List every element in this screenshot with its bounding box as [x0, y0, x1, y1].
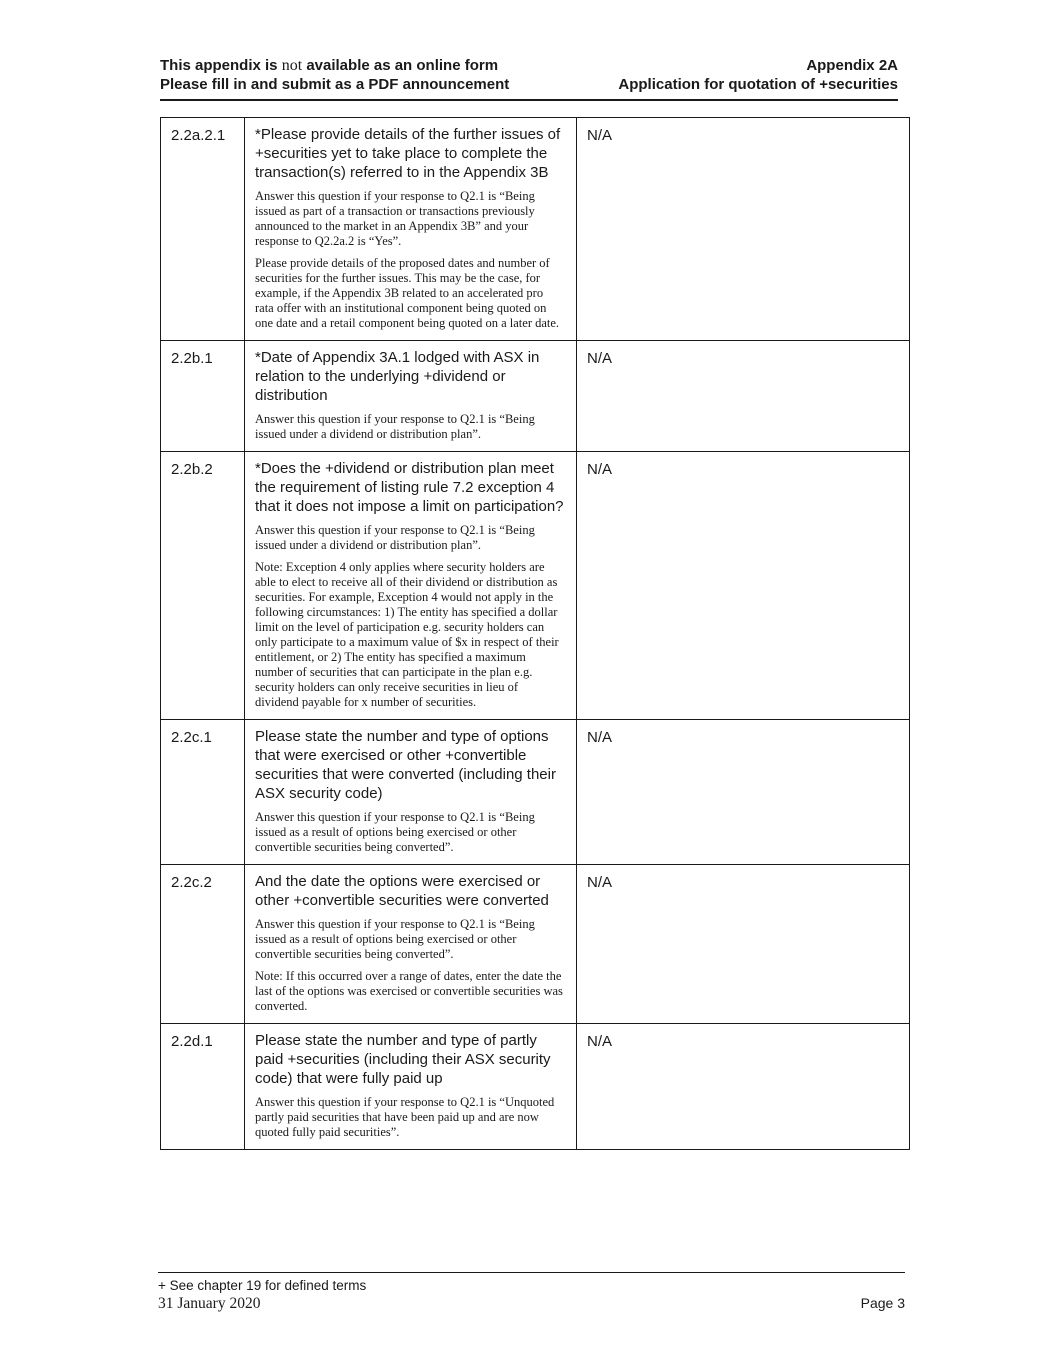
- table-row: [161, 720, 910, 865]
- question-text: *Does the +dividend or distribution plan meet the requirement of listing rule 7.2 exception 4 that it does not impose a limit on participation?: [255, 460, 564, 515]
- question-note: Answer this question if your response to Q2.1 is “Being issued as a result of options being exercised or other convertible securities being converted”.: [255, 810, 535, 854]
- question-note: Answer this question if your response to Q2.1 is “Being issued under a dividend or distribution plan”.: [255, 523, 535, 552]
- question-cell: [245, 118, 577, 341]
- answer-value: N/A: [587, 127, 613, 144]
- question-notes: [255, 1095, 564, 1140]
- question-note: Please provide details of the proposed dates and number of securities for the further issues. This may be the case, for example, if the Appendix 3B related to an accelerated pro rata offer with an institutional component being quoted on one date and a retail component being quoted on a later date.: [255, 256, 560, 330]
- question-cell: [245, 720, 577, 865]
- answer-cell: [577, 118, 910, 341]
- question-cell: [245, 341, 577, 452]
- appendix-title: Appendix 2A: [806, 57, 898, 74]
- question-id-cell: [161, 452, 245, 720]
- question-id-cell: [161, 720, 245, 865]
- question-notes: [255, 523, 564, 710]
- document-footer: [158, 1272, 905, 1314]
- answer-cell: [577, 341, 910, 452]
- defined-terms-note: + See chapter 19 for defined terms: [158, 1278, 367, 1293]
- header-pdf-note: Please fill in and submit as a PDF announcement: [160, 76, 510, 93]
- question-id: 2.2a.2.1: [171, 127, 226, 144]
- question-id: 2.2b.2: [171, 461, 213, 478]
- question-id-cell: [161, 341, 245, 452]
- question-note: Answer this question if your response to Q2.1 is “Being issued as part of a transaction or transactions previously announced to the market in an Appendix 3B” and your response to Q2.2a.2 is “Yes”.: [255, 189, 535, 248]
- question-text: Please state the number and type of options that were exercised or other +convertible securities that were converted (including their ASX security code): [255, 728, 556, 802]
- table-row: [161, 1024, 910, 1150]
- table-row: [161, 452, 910, 720]
- header-note-not: not: [281, 57, 303, 74]
- page-number: Page 3: [860, 1295, 905, 1311]
- question-text: *Date of Appendix 3A.1 lodged with ASX in relation to the underlying +dividend or distribution: [255, 349, 540, 404]
- answer-value: N/A: [587, 874, 613, 891]
- answer-cell: [577, 720, 910, 865]
- question-note: Note: Exception 4 only applies where security holders are able to elect to receive all of their dividend or distribution as securities. For example, Exception 4 would not apply in the following circumstances: 1) The entity has specified a dollar limit on the level of participation e.g. security holders can only participate to a maximum value of $x in respect of their entitlement, or 2) The entity has specified a maximum number of securities that can participate in the plan e.g. security holders can only receive securities in lieu of dividend payable for x number of securities.: [255, 560, 559, 709]
- answer-cell: [577, 1024, 910, 1150]
- header-online-form-note: [160, 56, 509, 75]
- answer-value: N/A: [587, 350, 613, 367]
- header-left: [160, 56, 509, 94]
- question-notes: [255, 810, 564, 855]
- answer-value: N/A: [587, 1033, 613, 1050]
- question-text: Please state the number and type of partly paid +securities (including their ASX security code) that were fully paid up: [255, 1032, 551, 1087]
- question-id-cell: [161, 1024, 245, 1150]
- footer-date: 31 January 2020: [158, 1295, 261, 1312]
- header-note-prefix: This appendix is: [160, 57, 282, 74]
- question-cell: [245, 1024, 577, 1150]
- table-row: [161, 118, 910, 341]
- answer-value: N/A: [587, 461, 613, 478]
- questions-table: [160, 117, 910, 1150]
- questions-table-body: [161, 118, 910, 1150]
- answer-cell: [577, 865, 910, 1024]
- question-text: And the date the options were exercised or other +convertible securities were converted: [255, 873, 549, 909]
- table-row: [161, 341, 910, 452]
- question-id: 2.2b.1: [171, 350, 213, 367]
- question-notes: [255, 917, 564, 1014]
- question-id: 2.2c.2: [171, 874, 212, 891]
- question-id: 2.2d.1: [171, 1033, 213, 1050]
- question-cell: [245, 865, 577, 1024]
- question-id-cell: [161, 865, 245, 1024]
- question-note: Note: If this occurred over a range of dates, enter the date the last of the options was exercised or convertible securities was converted.: [255, 969, 563, 1013]
- answer-value: N/A: [587, 729, 613, 746]
- document-header: [160, 56, 898, 101]
- table-row: [161, 865, 910, 1024]
- question-cell: [245, 452, 577, 720]
- question-note: Answer this question if your response to Q2.1 is “Being issued under a dividend or distribution plan”.: [255, 412, 535, 441]
- question-id-cell: [161, 118, 245, 341]
- appendix-subtitle: Application for quotation of +securities: [618, 76, 898, 93]
- question-note: Answer this question if your response to Q2.1 is “Unquoted partly paid securities that have been paid up and are now quoted fully paid securities”.: [255, 1095, 555, 1139]
- question-id: 2.2c.1: [171, 729, 212, 746]
- question-notes: [255, 412, 564, 442]
- answer-cell: [577, 452, 910, 720]
- question-text: *Please provide details of the further issues of +securities yet to take place to complete the transaction(s) referred to in the Appendix 3B: [255, 126, 561, 181]
- header-right: [618, 56, 898, 94]
- header-note-suffix: available as an online form: [302, 57, 499, 74]
- question-note: Answer this question if your response to Q2.1 is “Being issued as a result of options being exercised or other convertible securities being converted”.: [255, 917, 535, 961]
- question-notes: [255, 189, 564, 331]
